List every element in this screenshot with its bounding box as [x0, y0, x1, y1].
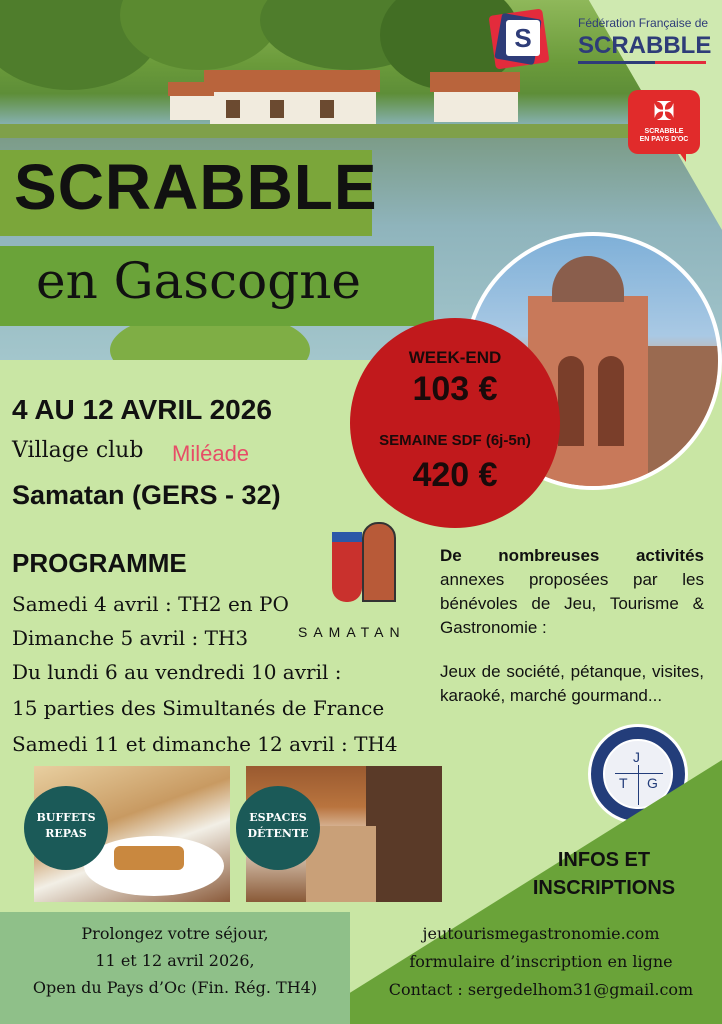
oc-badge-tail: [676, 148, 686, 162]
programme-line: Samedi 4 avril : TH2 en PO: [12, 592, 289, 616]
semaine-price: 420 €: [412, 456, 498, 494]
subtitle: en Gascogne: [36, 252, 361, 310]
ffs-underline: [578, 61, 706, 64]
samatan-logo-text: SAMATAN: [298, 624, 406, 640]
programme-line: Du lundi 6 au vendredi 10 avril :: [12, 660, 342, 684]
programme-line: 15 parties des Simultanés de France: [12, 696, 385, 720]
scrabble-oc-badge: [628, 90, 700, 154]
main-title: SCRABBLE: [14, 151, 378, 223]
jtg-letter-t: T: [619, 775, 628, 791]
weekend-label: WEEK-END: [408, 348, 502, 367]
jtg-letter-j: J: [633, 749, 640, 765]
samatan-logo: [332, 508, 398, 604]
infos-title: INFOS ET INSCRIPTIONS: [532, 849, 676, 899]
prolong-text: Prolongez votre séjour, 11 et 12 avril 2026, Open du Pays d’Oc (Fin. Rég. TH4): [32, 924, 318, 997]
activities-text: annexes proposées par les bénévoles de Jeu, Tourisme & Gastronomie :: [440, 570, 704, 637]
detente-badge: ESPACES DÉTENTE: [236, 786, 320, 870]
programme-title: PROGRAMME: [12, 548, 187, 578]
buffets-badge: BUFFETS REPAS: [24, 786, 108, 870]
contact-email[interactable]: Contact : sergedelhom31@gmail.com: [388, 980, 694, 999]
food: [114, 846, 184, 870]
weekend-price: 103 €: [412, 370, 498, 408]
programme-line: Samedi 11 et dimanche 12 avril : TH4: [12, 732, 398, 756]
oc-badge-text: SCRABBLE EN PAYS D'OC: [639, 128, 689, 143]
occitan-cross-icon: ✠: [653, 96, 675, 126]
website-link[interactable]: jeutourismegastronomie.com: [422, 924, 660, 943]
price-circle: [350, 318, 560, 528]
ffs-name-small: Fédération Française de: [578, 16, 709, 30]
activities-intro: [440, 544, 704, 640]
ffs-name-big: SCRABBLE: [578, 32, 712, 59]
event-location: Samatan (GERS - 32): [12, 480, 281, 510]
tower-icon: [362, 522, 396, 602]
jtg-letter-g: G: [647, 775, 658, 791]
mileade-logo: Miléade: [172, 441, 250, 466]
contact-info: [360, 920, 722, 1004]
activities-list: Jeux de société, pétanque, visites, karaoké, marché gourmand...: [440, 662, 704, 705]
semaine-label: SEMAINE SDF (6j-5n): [379, 432, 531, 449]
ffs-logo-letter: S: [506, 20, 540, 56]
form-link[interactable]: formulaire d’inscription en ligne: [409, 952, 673, 971]
event-dates: 4 AU 12 AVRIL 2026: [12, 394, 272, 425]
programme-line: Dimanche 5 avril : TH3: [12, 626, 249, 650]
activities-lead: De nombreuses activités: [440, 546, 704, 565]
shield-icon: [332, 542, 362, 602]
village-club-label: Village club: [12, 438, 144, 463]
